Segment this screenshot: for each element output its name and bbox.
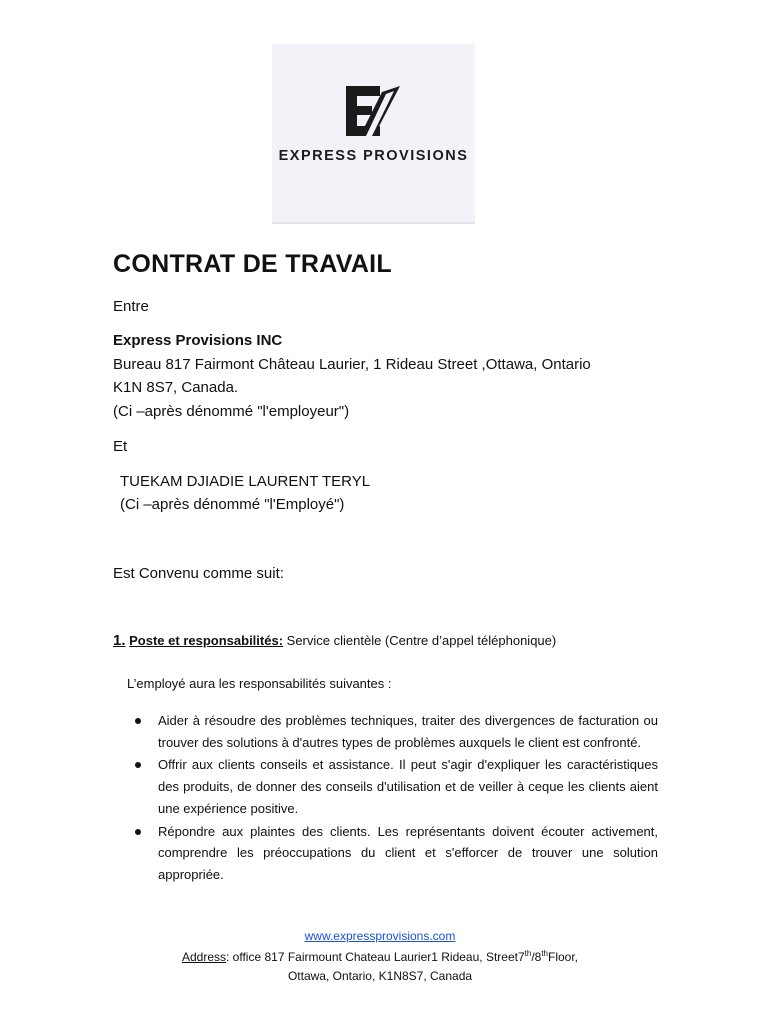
agreement-text: Est Convenu comme suit:: [113, 565, 284, 582]
bullet-icon: [135, 762, 141, 768]
section-number: 1.: [113, 632, 126, 649]
responsibilities-list: [135, 710, 658, 887]
footer-address-mid: /8: [531, 950, 542, 964]
list-item: [135, 821, 658, 886]
list-item: [135, 710, 658, 753]
footer-address-end: Floor,: [548, 950, 579, 964]
footer-sup-2: th: [541, 949, 548, 958]
logo-brand-text: EXPRESS PROVISIONS: [278, 148, 469, 164]
section-label: Poste et responsabilités:: [129, 633, 284, 648]
document-title: CONTRAT DE TRAVAIL: [113, 250, 392, 278]
entre-label: Entre: [113, 298, 149, 315]
list-item: [135, 754, 658, 819]
footer-address-label: Address: [181, 950, 227, 964]
section-value: Service clientèle (Centre d’appel téléphonique): [286, 633, 557, 648]
employee-note: (Ci –après dénommé "l'Employé"): [120, 496, 345, 513]
list-item-text: Répondre aux plaintes des clients. Les représentants doivent écouter activement, comprendre les préoccupations du client et s'efforcer de trouver une solution appropriée.: [158, 823, 658, 882]
section-1-heading: [113, 632, 556, 649]
employer-note: (Ci –après dénommé "l'employeur"): [113, 403, 350, 420]
employer-address-line1: Bureau 817 Fairmont Château Laurier, 1 Rideau Street ,Ottawa, Ontario: [113, 356, 591, 373]
footer-sup-1: th: [524, 949, 532, 958]
footer-website-link[interactable]: www.expressprovisions.com: [304, 929, 456, 943]
employer-address-line2: K1N 8S7, Canada.: [113, 379, 239, 396]
footer-address-text: : office 817 Fairmount Chateau Laurier1 Rideau, Street7: [226, 950, 525, 964]
et-label: Et: [113, 438, 128, 455]
list-item-text: Offrir aux clients conseils et assistance. Il peut s'agir d'expliquer les caractéristiques des produits, de donner des conseils d'utilisation et de veiller à ceque les clients aient une expérience positive.: [158, 757, 658, 816]
list-item-text: Aider à résoudre des problèmes techniques, traiter des divergences de facturation ou trouver des solutions à d'autres types de problèmes auxquels le client est confronté.: [158, 713, 658, 750]
bullet-icon: [135, 718, 141, 724]
footer-address: [100, 949, 660, 964]
bullet-icon: [135, 829, 141, 835]
responsibilities-intro: L’employé aura les responsabilités suivantes :: [127, 676, 392, 691]
employee-name: TUEKAM DJIADIE LAURENT TERYL: [120, 473, 371, 490]
footer-city: Ottawa, Ontario, K1N8S7, Canada: [287, 969, 473, 983]
employer-name: Express Provisions INC: [113, 332, 283, 349]
express-provisions-logo-icon: [342, 82, 402, 140]
company-logo: [272, 44, 475, 224]
